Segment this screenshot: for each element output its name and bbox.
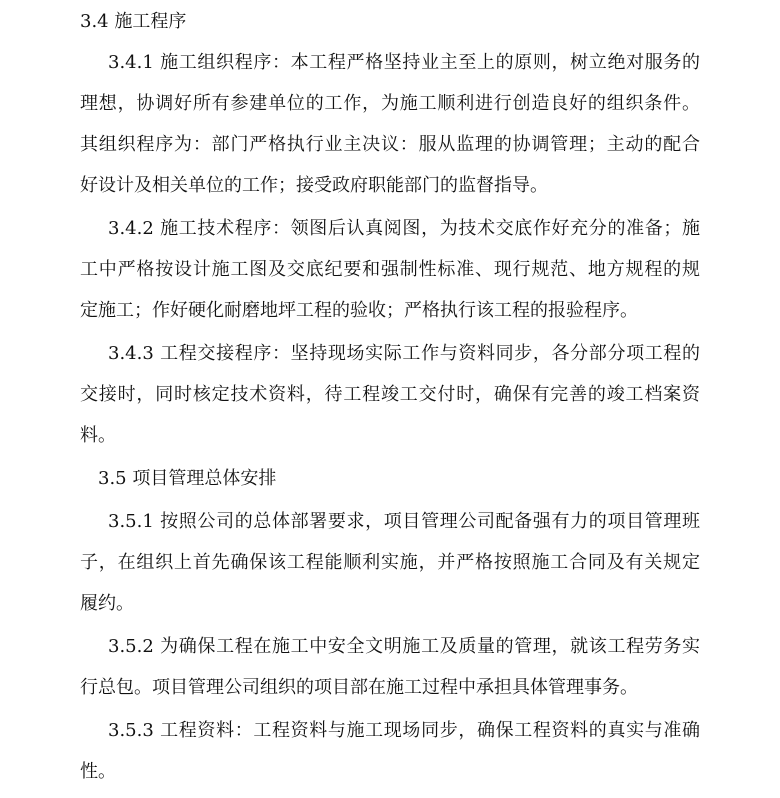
paragraph-3-4-3-line-2: 交接时，同时核定技术资料，待工程竣工交付时，确保有完善的竣工档案资 xyxy=(80,384,700,405)
section-heading-3-4: 3.4 施工程序 xyxy=(80,11,187,32)
paragraph-3-5-1-line-2: 子，在组织上首先确保该工程能顺利实施，并严格按照施工合同及有关规定 xyxy=(80,552,700,573)
paragraph-3-5-2-line-1: 3.5.2 为确保工程在施工中安全文明施工及质量的管理，就该工程劳务实 xyxy=(108,636,700,657)
paragraph-3-4-2-line-1: 3.4.2 施工技术程序：领图后认真阅图，为技术交底作好充分的准备；施 xyxy=(108,218,700,239)
paragraph-3-4-2-line-2: 工中严格按设计施工图及交底纪要和强制性标准、现行规范、地方规程的规 xyxy=(80,259,700,280)
paragraph-3-5-1-line-1: 3.5.1 按照公司的总体部署要求，项目管理公司配备强有力的项目管理班 xyxy=(108,511,700,532)
paragraph-3-4-1-line-3: 其组织程序为：部门严格执行业主决议：服从监理的协调管理；主动的配合 xyxy=(80,134,700,155)
paragraph-3-4-3-line-1: 3.4.3 工程交接程序：坚持现场实际工作与资料同步，各分部分项工程的 xyxy=(108,343,700,364)
section-heading-3-5: 3.5 项目管理总体安排 xyxy=(98,468,277,489)
paragraph-3-4-2-line-3: 定施工；作好硬化耐磨地坪工程的验收；严格执行该工程的报验程序。 xyxy=(80,300,638,321)
paragraph-3-4-3-line-3: 料。 xyxy=(80,425,116,446)
paragraph-3-5-1-line-3: 履约。 xyxy=(80,593,134,614)
paragraph-3-5-3-line-2: 性。 xyxy=(80,761,116,782)
paragraph-3-4-1-line-4: 好设计及相关单位的工作；接受政府职能部门的监督指导。 xyxy=(80,175,548,196)
paragraph-3-5-3-line-1: 3.5.3 工程资料：工程资料与施工现场同步，确保工程资料的真实与准确 xyxy=(108,720,700,741)
paragraph-3-4-1-line-1: 3.4.1 施工组织程序：本工程严格坚持业主至上的原则，树立绝对服务的 xyxy=(108,52,700,73)
paragraph-3-5-2-line-2: 行总包。项目管理公司组织的项目部在施工过程中承担具体管理事务。 xyxy=(80,677,638,698)
paragraph-3-4-1-line-2: 理想，协调好所有参建单位的工作，为施工顺利进行创造良好的组织条件。 xyxy=(80,93,700,114)
